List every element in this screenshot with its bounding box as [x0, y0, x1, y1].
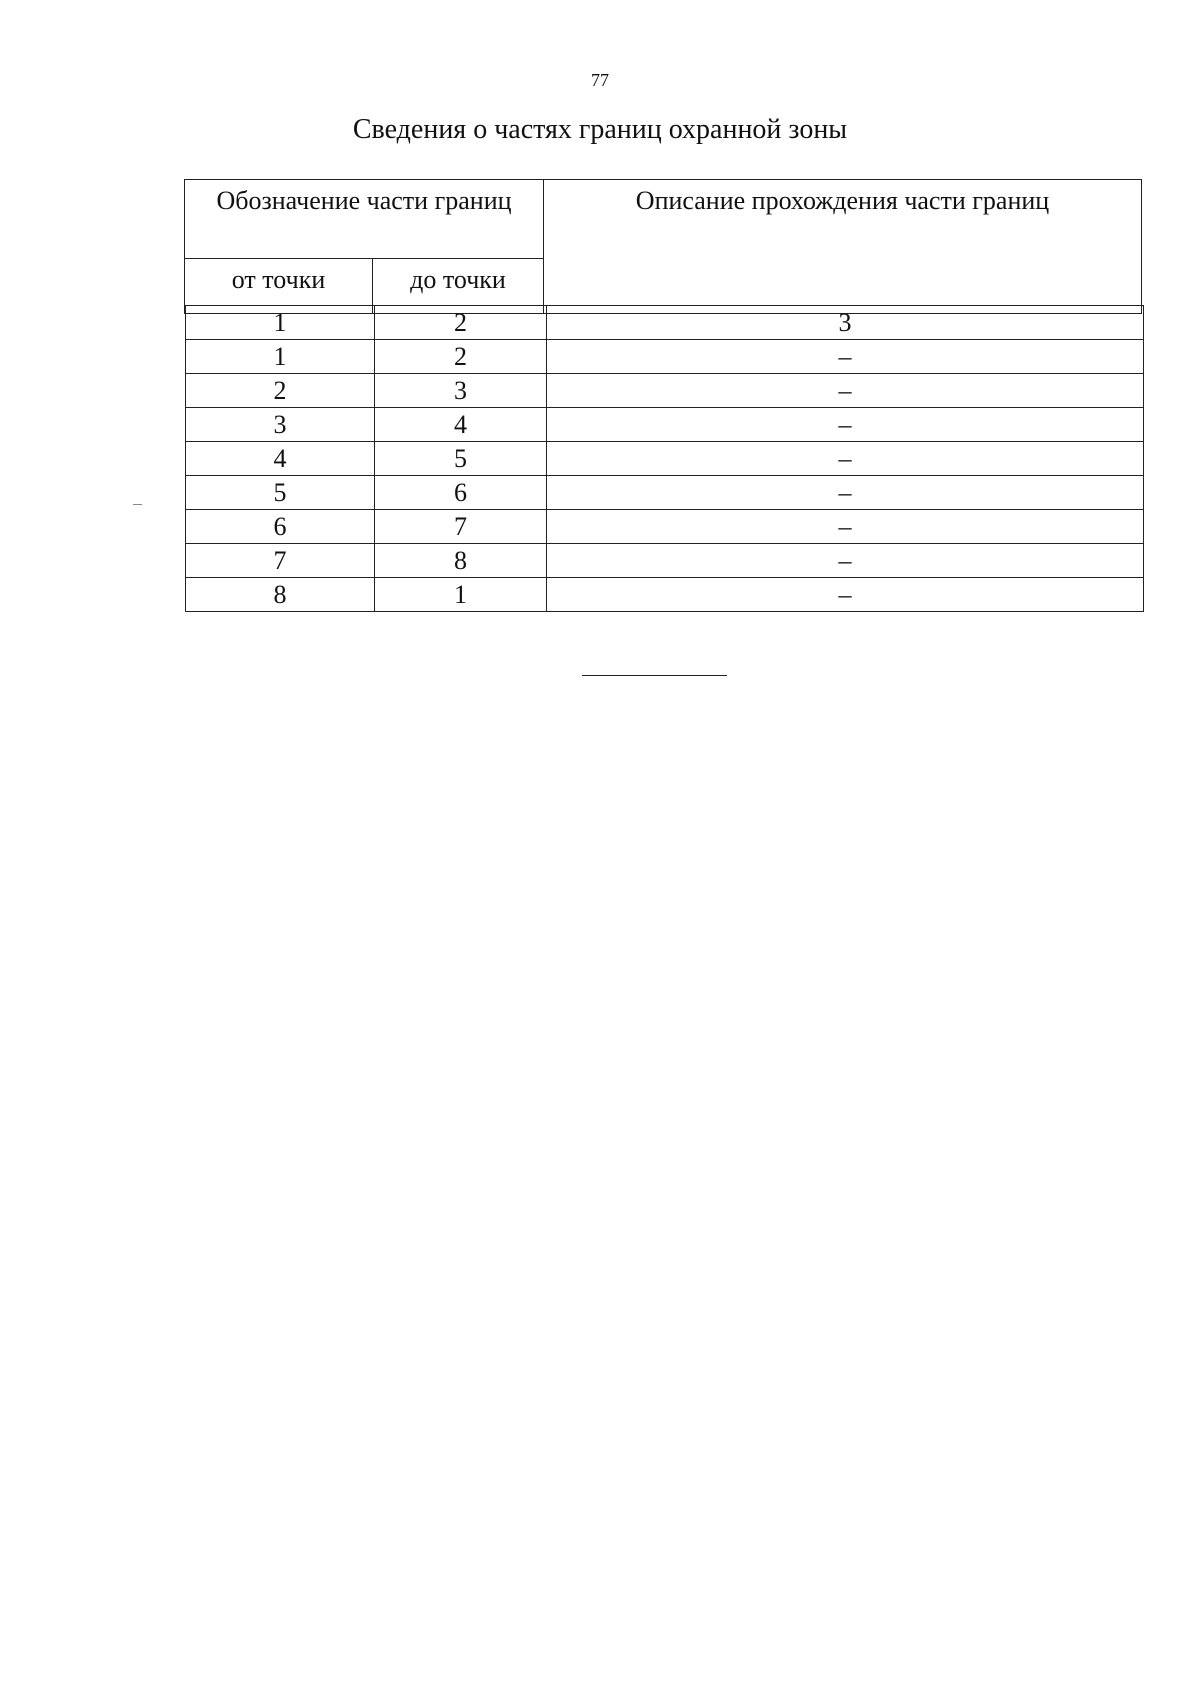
- column-number: 3: [547, 306, 1144, 340]
- table-row: [186, 374, 1144, 408]
- table-row: [186, 578, 1144, 612]
- end-of-section-rule: [582, 675, 727, 676]
- description-cell: –: [547, 544, 1144, 578]
- to-point-cell: 1: [375, 578, 547, 612]
- column-number: 1: [186, 306, 375, 340]
- scan-artifact-mark: [133, 504, 142, 505]
- header-to-point: до точки: [373, 259, 544, 314]
- header-boundary-designation: Обозначение части границ: [185, 180, 544, 259]
- table-row: [186, 408, 1144, 442]
- page-number: 77: [591, 70, 609, 90]
- description-cell: –: [547, 408, 1144, 442]
- to-point-cell: 4: [375, 408, 547, 442]
- from-point-cell: 4: [186, 442, 375, 476]
- to-point-cell: 3: [375, 374, 547, 408]
- column-number-row: [186, 306, 1144, 340]
- table-row: [186, 544, 1144, 578]
- description-cell: –: [547, 340, 1144, 374]
- boundary-table-body: [185, 305, 1144, 612]
- column-number: 2: [375, 306, 547, 340]
- description-cell: –: [547, 578, 1144, 612]
- to-point-cell: 5: [375, 442, 547, 476]
- from-point-cell: 5: [186, 476, 375, 510]
- table-row: [186, 340, 1144, 374]
- header-from-point: от точки: [185, 259, 373, 314]
- from-point-cell: 8: [186, 578, 375, 612]
- to-point-cell: 6: [375, 476, 547, 510]
- to-point-cell: 2: [375, 340, 547, 374]
- from-point-cell: 7: [186, 544, 375, 578]
- description-cell: –: [547, 374, 1144, 408]
- from-point-cell: 2: [186, 374, 375, 408]
- boundary-table-header: [184, 179, 1142, 314]
- table-row: [186, 510, 1144, 544]
- description-cell: –: [547, 476, 1144, 510]
- document-title: Сведения о частях границ охранной зоны: [352, 114, 848, 145]
- from-point-cell: 3: [186, 408, 375, 442]
- header-boundary-description: Описание прохождения части границ: [544, 180, 1142, 314]
- table-row: [186, 476, 1144, 510]
- to-point-cell: 7: [375, 510, 547, 544]
- from-point-cell: 1: [186, 340, 375, 374]
- description-cell: –: [547, 442, 1144, 476]
- description-cell: –: [547, 510, 1144, 544]
- table-row: [186, 442, 1144, 476]
- to-point-cell: 8: [375, 544, 547, 578]
- from-point-cell: 6: [186, 510, 375, 544]
